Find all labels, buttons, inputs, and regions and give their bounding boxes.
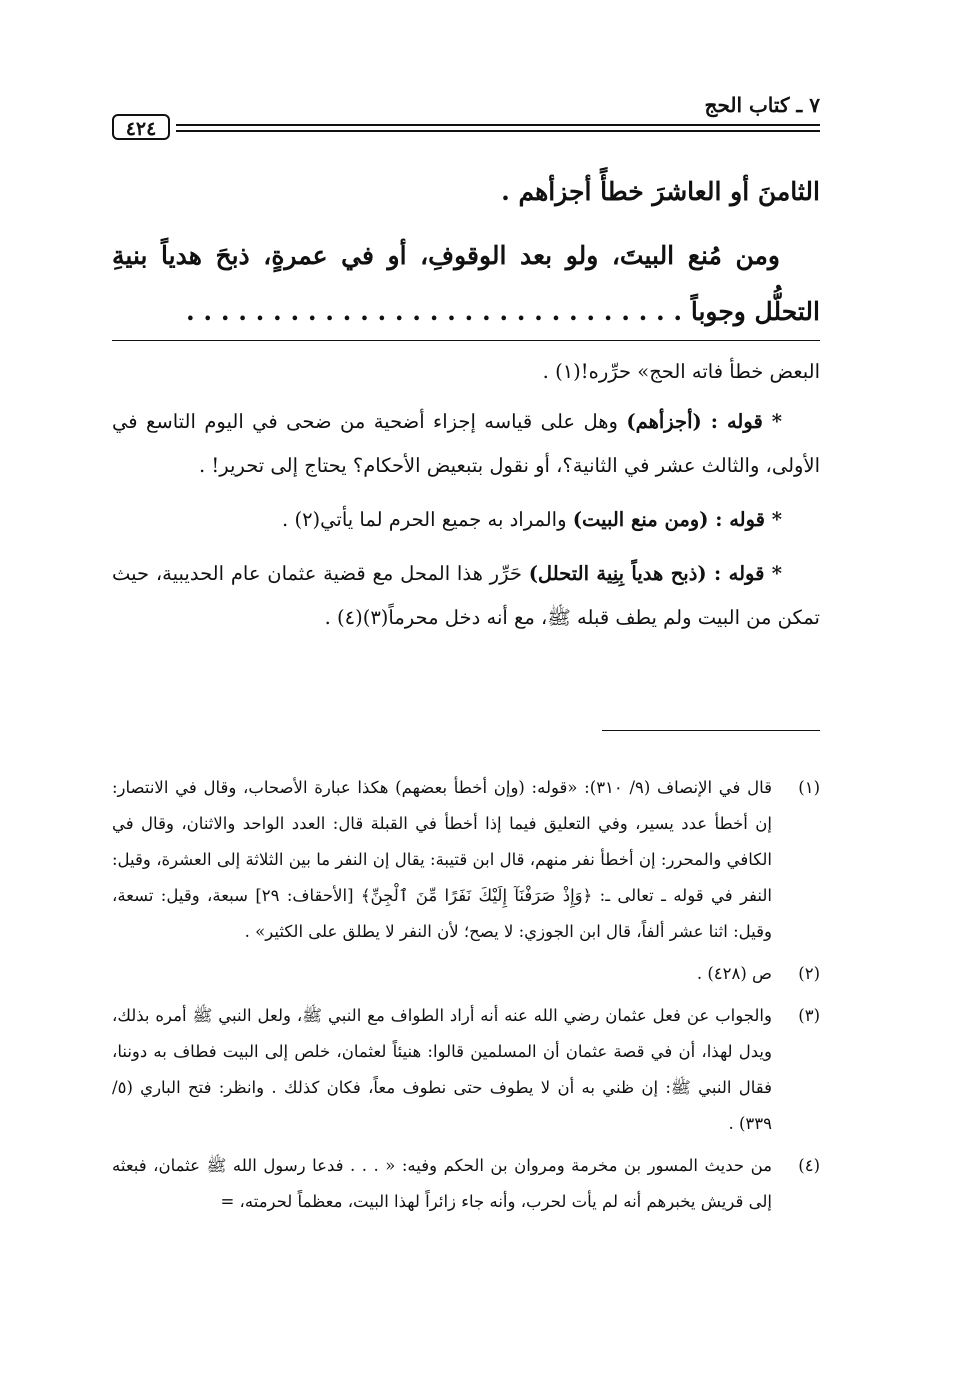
text-separator [112,340,820,341]
footnotes [112,770,820,1226]
commentary-text: البعض خطأ فاته الحج» حرِّره!(١) . [542,360,820,383]
commentary-lead: * قوله : (ذبح هدياً بِنِية التحلل) [528,562,782,585]
commentary-paragraph [112,552,820,640]
commentary [112,350,820,650]
commentary-paragraph [112,400,820,488]
page-number: ٤٢٤ [112,114,170,140]
footnote-text: ص (٤٢٨) . [696,964,772,983]
commentary-text: وهل على قياسه إجزاء أضحية من ضحى في اليوم التاسع في الأولى، والثالث عشر في الثانية؟، أو نقول بتبعيض الأحكام؟ يحتاج إلى تحرير! . [112,410,820,477]
commentary-text: والمراد به جميع الحرم لما يأتي(٢) . [282,508,573,531]
footnote-number: (٤) [798,1156,820,1175]
main-paragraph: ومن مُنع البيتَ، ولو بعد الوقوفِ، أو في عمرةٍ، ذبحَ هدياً بنيةِ التحلُّل وجوباً . . . . . . . . . . . . . . . . . . . . . . . . . . . . . [112,241,820,326]
header-rule [176,124,820,126]
commentary-text: حَرِّر هذا المحل مع قضية عثمان عام الحديبية، حيث تمكن من البيت ولم يطف قبله ﷺ، مع أنه دخل محرماً(٣)(٤) . [112,562,820,629]
footnote-text: من حديث المسور بن مخرمة ومروان بن الحكم وفيه: « . . . فدعا رسول الله ﷺ عثمان، فبعثه إلى قريش يخبرهم أنه لم يأت لحرب، وأنه جاء زائراً لهذا البيت، معظماً لحرمته، = [112,1156,772,1211]
chapter-title: ٧ ـ كتاب الحج [704,93,820,117]
footnote-number: (١) [798,778,820,797]
footnote [112,956,820,992]
page-header [112,90,820,146]
footnote-text: قال في الإنصاف (٩/ ٣١٠): «قوله: (وإن أخطأ بعضهم) هكذا عبارة الأصحاب، وقال في الانتصار: إن أخطأ عدد يسير، وفي التعليق فيما إذا أخطأ في القبلة قال: العدد الواحد والاثنان، وقال في الكافي والمحرر: إن أخطأ نفر منهم، قال ابن قتيبة: يقال إن النفر ما بين الثلاثة إلى العشرة، وقيل: النفر في قوله ـ تعالى ـ: ﴿وَإِذْ صَرَفْنَآ إِلَيْكَ نَفَرًا مِّنَ ٱلْجِنِّ﴾ [الأحقاف: ٢٩] سبعة، وقيل: تسعة، وقيل: اثنا عشر ألفاً، قال ابن الجوزي: لا يصح؛ لأن النفر لا يطلق على الكثير» . [112,778,772,941]
footnote [112,1148,820,1220]
footnote [112,998,820,1142]
footnote-number: (٣) [798,1006,820,1025]
main-paragraph: الثامنَ أو العاشرَ خطأً أجزأهم . [501,177,820,206]
footnote-number: (٢) [798,964,820,983]
footnote [112,770,820,950]
footnote-separator [602,730,820,731]
commentary-paragraph [112,350,820,394]
commentary-lead: * قوله : (ومن منع البيت) [572,508,782,531]
main-text [112,164,820,360]
commentary-paragraph [112,498,820,542]
footnote-text: والجواب عن فعل عثمان رضي الله عنه أنه أراد الطواف مع النبي ﷺ، ولعل النبي ﷺ أمره بذلك، ويدل لهذا، أن في قصة عثمان أن المسلمين قالوا: هنيئاً لعثمان، خلص إلى البيت فطاف به دوننا، فقال النبي ﷺ: إن ظني به أن لا يطوف حتى نطوف معاً، فكان كذلك . وانظر: فتح الباري (٥/ ٣٣٩) . [112,1006,772,1133]
header-rule [176,130,820,132]
commentary-lead: * قوله : (أجزأهم) [626,410,782,433]
